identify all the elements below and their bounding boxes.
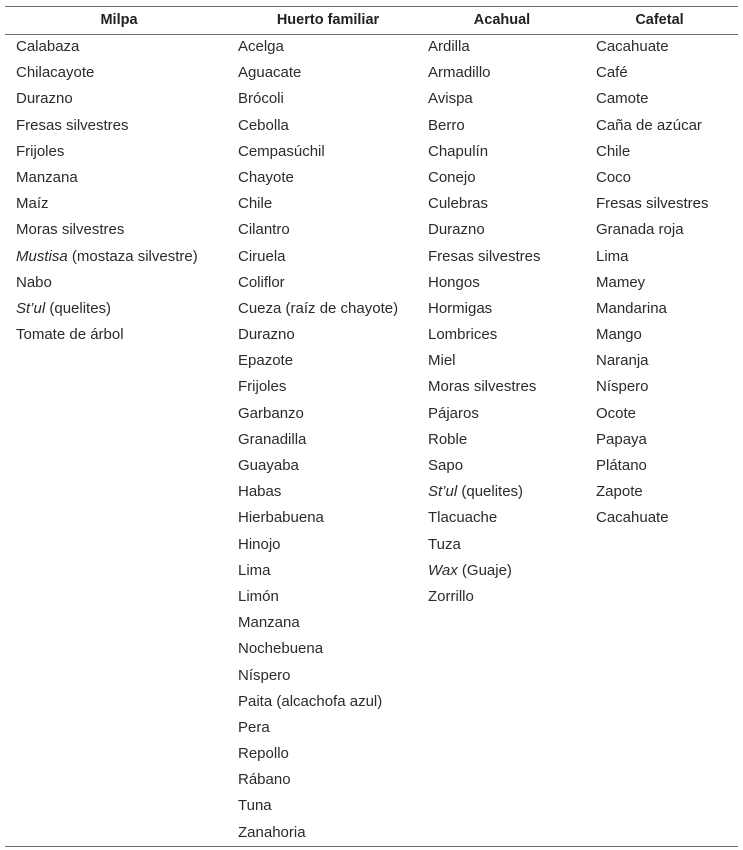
list-item bbox=[596, 116, 709, 142]
list-item bbox=[238, 299, 398, 325]
item-text: Mandarina bbox=[596, 299, 667, 317]
item-text: Lombrices bbox=[428, 326, 498, 344]
list-item bbox=[428, 456, 541, 482]
item-text: Tuna bbox=[238, 797, 272, 815]
list-item bbox=[238, 430, 398, 456]
list-item bbox=[238, 508, 398, 534]
item-text: Cacahuate bbox=[596, 509, 669, 527]
list-item bbox=[596, 63, 709, 89]
item-text: Hierbabuena bbox=[238, 509, 324, 527]
item-text: Berro bbox=[428, 116, 465, 134]
item-text: Zapote bbox=[596, 483, 643, 501]
item-text: Pájaros bbox=[428, 404, 479, 422]
list-item bbox=[596, 168, 709, 194]
header-milpa: Milpa bbox=[100, 12, 138, 28]
list-item bbox=[596, 482, 709, 508]
item-text: (mostaza silvestre) bbox=[67, 247, 198, 265]
item-text: Chile bbox=[238, 195, 273, 213]
item-text: Brócoli bbox=[238, 90, 284, 108]
item-text: Mango bbox=[596, 326, 642, 344]
item-text: Armadillo bbox=[428, 64, 491, 82]
item-text: Plátano bbox=[596, 457, 647, 474]
list-item bbox=[428, 89, 541, 115]
header-huerto-familiar: Huerto familiar bbox=[276, 12, 380, 28]
list-item bbox=[16, 89, 198, 115]
item-text: Frijoles bbox=[16, 142, 65, 160]
item-text: Cebolla bbox=[238, 116, 289, 134]
item-text: Ocote bbox=[596, 404, 637, 422]
list-item bbox=[428, 482, 541, 508]
item-text: Zanahoria bbox=[238, 823, 306, 841]
list-item bbox=[428, 194, 541, 220]
item-text: Granadilla bbox=[238, 430, 307, 448]
list-item bbox=[596, 89, 709, 115]
list-item bbox=[238, 220, 398, 246]
list-item bbox=[16, 142, 198, 168]
item-text: Habas bbox=[238, 483, 282, 501]
item-text: Roble bbox=[428, 430, 468, 448]
list-item bbox=[238, 639, 398, 665]
item-text: Paita (alcachofa azul) bbox=[238, 692, 383, 710]
item-text: Moras silvestres bbox=[16, 221, 125, 239]
list-item bbox=[428, 299, 541, 325]
italic-term: Wax bbox=[428, 561, 458, 579]
item-text: Naranja bbox=[596, 352, 649, 370]
item-text: Ciruela bbox=[238, 247, 286, 265]
item-text: Lima bbox=[238, 561, 271, 579]
list-item bbox=[428, 561, 541, 587]
item-text: Calabaza bbox=[16, 38, 80, 55]
list-item bbox=[596, 299, 709, 325]
column-milpa bbox=[16, 37, 198, 351]
item-text: Fresas silvestres bbox=[428, 247, 541, 265]
list-item bbox=[16, 194, 198, 220]
list-item bbox=[428, 63, 541, 89]
item-text: Repollo bbox=[238, 745, 289, 763]
list-item bbox=[238, 744, 398, 770]
italic-term: St’ul bbox=[428, 483, 458, 501]
item-text: Durazno bbox=[428, 221, 485, 239]
list-item bbox=[596, 220, 709, 246]
item-text: Aguacate bbox=[238, 64, 302, 82]
item-text: Café bbox=[596, 64, 628, 82]
list-item bbox=[428, 325, 541, 351]
list-item bbox=[428, 535, 541, 561]
item-text: Chile bbox=[596, 142, 631, 160]
list-item bbox=[596, 273, 709, 299]
list-item bbox=[238, 535, 398, 561]
item-text: Mamey bbox=[596, 273, 646, 291]
item-text: Limón bbox=[238, 587, 279, 605]
item-text: Coco bbox=[596, 168, 632, 186]
item-text: Hongos bbox=[428, 273, 480, 291]
item-text: Rábano bbox=[238, 771, 291, 789]
item-text: Hormigas bbox=[428, 299, 493, 317]
list-item bbox=[238, 587, 398, 613]
list-item bbox=[16, 37, 198, 63]
list-item bbox=[428, 273, 541, 299]
item-text: Ardilla bbox=[428, 38, 470, 55]
item-text: Maíz bbox=[16, 195, 49, 213]
item-text: Granada roja bbox=[596, 221, 684, 239]
column-huerto-familiar bbox=[238, 37, 398, 849]
list-item bbox=[428, 587, 541, 613]
item-text: Coliflor bbox=[238, 273, 285, 291]
list-item bbox=[238, 561, 398, 587]
item-text: Garbanzo bbox=[238, 404, 304, 422]
item-text: Chilacayote bbox=[16, 64, 95, 82]
list-item bbox=[16, 247, 198, 273]
header-acahual: Acahual bbox=[473, 12, 531, 28]
item-text: Culebras bbox=[428, 195, 489, 213]
item-text: Durazno bbox=[238, 326, 295, 344]
item-text: Pera bbox=[238, 718, 270, 736]
item-text: Nabo bbox=[16, 273, 52, 291]
list-item bbox=[596, 456, 709, 482]
list-item bbox=[238, 273, 398, 299]
list-item bbox=[238, 823, 398, 849]
item-text: Camote bbox=[596, 90, 649, 108]
list-item bbox=[238, 456, 398, 482]
list-item bbox=[16, 116, 198, 142]
list-item bbox=[428, 220, 541, 246]
list-item bbox=[238, 613, 398, 639]
item-text: Conejo bbox=[428, 168, 476, 186]
list-item bbox=[428, 247, 541, 273]
list-item bbox=[596, 377, 709, 403]
item-text: Frijoles bbox=[238, 378, 287, 396]
item-text: Miel bbox=[428, 352, 456, 370]
item-text: Cacahuate bbox=[596, 38, 669, 55]
list-item bbox=[16, 63, 198, 89]
item-text: Sapo bbox=[428, 457, 464, 474]
item-text: Manzana bbox=[16, 168, 78, 186]
list-item bbox=[428, 37, 541, 63]
item-text: Hinojo bbox=[238, 535, 281, 553]
item-text: Níspero bbox=[238, 666, 291, 684]
item-text: Cempasúchil bbox=[238, 142, 325, 160]
list-item bbox=[428, 142, 541, 168]
item-text: Chayote bbox=[238, 168, 294, 186]
item-text: Cilantro bbox=[238, 221, 290, 239]
table-header-rule bbox=[5, 34, 738, 35]
list-item bbox=[238, 666, 398, 692]
item-text: Zorrillo bbox=[428, 587, 474, 605]
item-text: Fresas silvestres bbox=[596, 195, 709, 213]
item-text: Guayaba bbox=[238, 457, 299, 474]
list-item bbox=[16, 325, 198, 351]
item-text: Papaya bbox=[596, 430, 647, 448]
list-item bbox=[596, 508, 709, 534]
table-bottom-rule bbox=[5, 846, 738, 847]
item-text: Lima bbox=[596, 247, 629, 265]
list-item bbox=[238, 142, 398, 168]
list-item bbox=[596, 404, 709, 430]
list-item bbox=[596, 325, 709, 351]
list-item bbox=[596, 142, 709, 168]
item-text: Avispa bbox=[428, 90, 473, 108]
list-item bbox=[238, 63, 398, 89]
italic-term: St’ul bbox=[16, 299, 46, 317]
item-text: Epazote bbox=[238, 352, 294, 370]
list-item bbox=[16, 220, 198, 246]
item-text: (Guaje) bbox=[457, 561, 512, 579]
item-text: Fresas silvestres bbox=[16, 116, 129, 134]
item-text: Tlacuache bbox=[428, 509, 498, 527]
list-item bbox=[428, 116, 541, 142]
list-item bbox=[238, 718, 398, 744]
list-item bbox=[596, 351, 709, 377]
item-text: Manzana bbox=[238, 614, 300, 632]
list-item bbox=[596, 430, 709, 456]
list-item bbox=[428, 377, 541, 403]
list-item bbox=[596, 37, 709, 63]
list-item bbox=[238, 770, 398, 796]
list-item bbox=[16, 299, 198, 325]
list-item bbox=[238, 404, 398, 430]
list-item bbox=[428, 168, 541, 194]
item-text: Moras silvestres bbox=[428, 378, 537, 396]
italic-term: Mustisa bbox=[16, 247, 68, 265]
list-item bbox=[16, 168, 198, 194]
list-item bbox=[238, 692, 398, 718]
item-text: Caña de azúcar bbox=[596, 116, 702, 134]
list-item bbox=[238, 37, 398, 63]
column-cafetal bbox=[596, 37, 709, 535]
item-text: (quelites) bbox=[45, 299, 112, 317]
list-item bbox=[238, 247, 398, 273]
list-item bbox=[596, 247, 709, 273]
list-item bbox=[238, 351, 398, 377]
list-item bbox=[428, 430, 541, 456]
table-header-row bbox=[5, 6, 738, 34]
item-text: Acelga bbox=[238, 38, 284, 55]
column-acahual bbox=[428, 37, 541, 613]
list-item bbox=[238, 116, 398, 142]
item-text: Durazno bbox=[16, 90, 73, 108]
item-text: Tuza bbox=[428, 535, 461, 553]
header-cafetal: Cafetal bbox=[635, 12, 684, 28]
item-text: Níspero bbox=[596, 378, 649, 396]
item-text: Chapulín bbox=[428, 142, 489, 160]
list-item bbox=[238, 89, 398, 115]
list-item bbox=[238, 796, 398, 822]
item-text: (quelites) bbox=[457, 483, 524, 501]
list-item bbox=[428, 508, 541, 534]
list-item bbox=[238, 325, 398, 351]
list-item bbox=[428, 404, 541, 430]
item-text: Tomate de árbol bbox=[16, 326, 124, 344]
list-item bbox=[238, 377, 398, 403]
list-item bbox=[238, 168, 398, 194]
list-item bbox=[238, 482, 398, 508]
item-text: Cueza (raíz de chayote) bbox=[238, 299, 399, 317]
list-item bbox=[16, 273, 198, 299]
item-text: Nochebuena bbox=[238, 640, 324, 658]
list-item bbox=[596, 194, 709, 220]
list-item bbox=[428, 351, 541, 377]
list-item bbox=[238, 194, 398, 220]
